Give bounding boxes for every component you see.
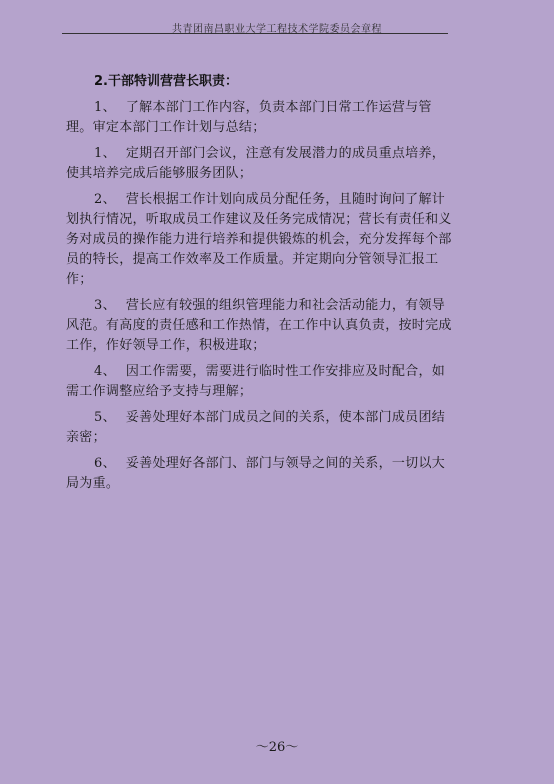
running-header-title: 共青团南昌职业大学工程技术学院委员会章程 <box>172 24 382 35</box>
duty-number: 2、 <box>94 192 116 207</box>
duty-number: 5、 <box>94 410 116 425</box>
duty-number: 1、 <box>94 146 116 161</box>
section-heading: 2.干部特训营营长职责： <box>94 74 238 89</box>
duty-text: 营长应有较强的组织管理能力和社会活动能力，有领导风范。有高度的责任感和工作热情，在工作中认真负责，按时完成工作，作好领导工作，积极进取； <box>66 298 452 353</box>
duty-paragraph-5 <box>66 362 456 402</box>
header-divider <box>62 33 448 34</box>
duty-text: 了解本部门工作内容，负责本部门日常工作运营与管理。审定本部门工作计划与总结； <box>66 100 432 135</box>
duty-text: 因工作需要，需要进行临时性工作安排应及时配合，如需工作调整应给予支持与理解； <box>66 364 446 399</box>
duty-text: 妥善处理好本部门成员之间的关系，使本部门成员团结亲密； <box>66 410 446 445</box>
duty-paragraph-6 <box>66 408 456 448</box>
duty-number: 3、 <box>94 298 116 313</box>
duty-paragraph-2 <box>66 144 456 184</box>
duty-text: 妥善处理好各部门、部门与领导之间的关系，一切以大局为重。 <box>66 456 446 491</box>
duty-text: 营长根据工作计划向成员分配任务，且随时询问了解计划执行情况，听取成员工作建议及任务完成情况；营长有责任和义务对成员的操作能力进行培养和提供锻炼的机会，充分发挥每个部员的特长，提高工作效率及工作质量。并定期向分管领导汇报工作； <box>66 192 452 287</box>
duty-paragraph-4 <box>66 296 456 356</box>
duty-paragraph-1 <box>66 98 456 138</box>
duty-number: 4、 <box>94 364 116 379</box>
page-number: ～26～ <box>255 740 299 755</box>
duty-number: 1、 <box>94 100 116 115</box>
duty-number: 6、 <box>94 456 116 471</box>
duty-paragraph-3 <box>66 190 456 290</box>
duty-text: 定期召开部门会议，注意有发展潜力的成员重点培养，使其培养完成后能够服务团队； <box>66 146 446 181</box>
duties-list <box>66 98 456 500</box>
duty-paragraph-7 <box>66 454 456 494</box>
